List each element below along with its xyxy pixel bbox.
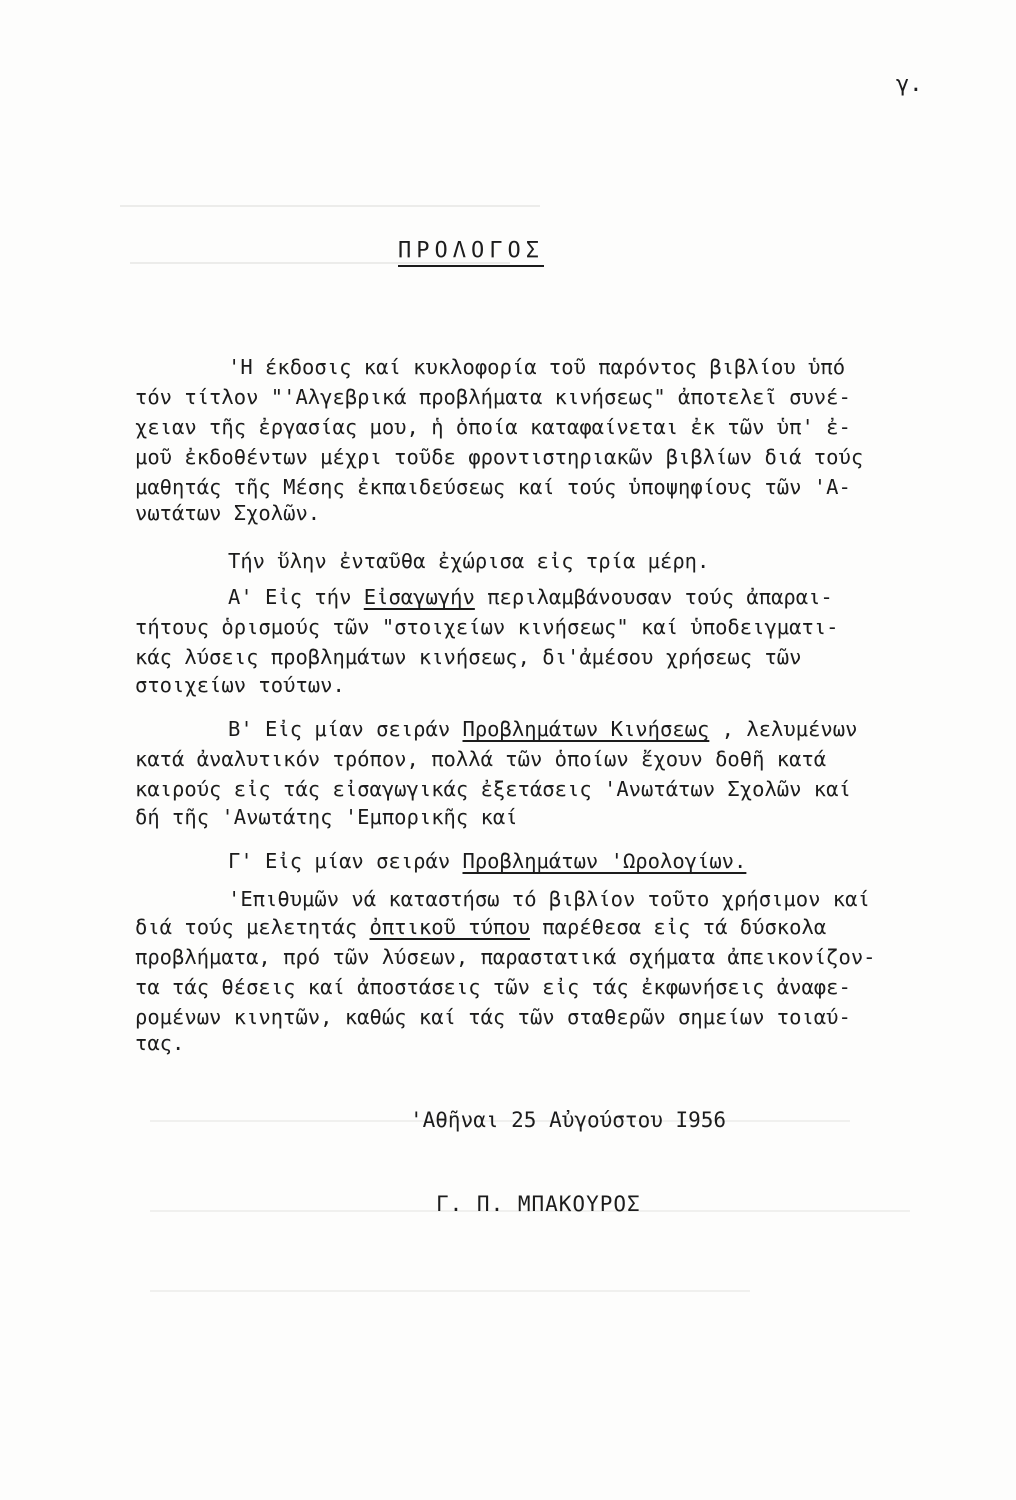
text-line: [135, 614, 839, 640]
text-segment: τόν τίτλον "'Αλγεβρικά προβλήματα κινήσεως" ἀποτελεῖ συνέ-: [135, 385, 851, 409]
text-segment: κατά ἀναλυτικόν τρόπον, πολλά τῶν ὁποίων ἔχουν δοθῆ κατά: [135, 747, 827, 771]
text-line: [135, 474, 851, 500]
text-line: [135, 776, 851, 802]
text-line: [135, 804, 518, 830]
page-number: γ.: [896, 72, 923, 97]
text-segment: μοῦ ἐκδοθέντων μέχρι τοῦδε φροντιστηριακῶν βιβλίων διά τούς: [135, 445, 864, 469]
text-segment: προβλήματα, πρό τῶν λύσεων, παραστατικά σχήματα ἀπεικονίζον-: [135, 945, 876, 969]
text-segment: τας.: [135, 1031, 185, 1055]
text-line: [135, 444, 863, 470]
text-line: [228, 548, 709, 574]
text-line: [135, 944, 876, 970]
underlined-term: Εἰσαγωγήν: [363, 585, 475, 609]
text-line: [135, 1004, 851, 1030]
text-line: [135, 1030, 184, 1056]
text-segment: Γ' Εἰς μίαν σειράν: [228, 849, 463, 873]
text-segment: περιλαμβάνουσαν τούς ἀπαραι-: [474, 585, 833, 609]
text-segment: στοιχείων τούτων.: [135, 673, 345, 697]
text-segment: καιρούς εἰς τάς εἰσαγωγικάς ἐξετάσεις 'Ανωτάτων Σχολῶν καί: [135, 777, 851, 801]
text-segment: παρέθεσα εἰς τά δύσκολα: [529, 915, 827, 939]
bleed-through-mark: [120, 205, 540, 207]
text-line: [135, 644, 801, 670]
text-line: [228, 848, 746, 874]
page-title: ΠΡΟΛΟΓΟΣ: [398, 238, 544, 267]
text-segment: τα τάς θέσεις καί ἀποστάσεις τῶν εἰς τάς ἐκφωνήσεις ἀναφε-: [135, 975, 851, 999]
text-segment: νωτάτων Σχολῶν.: [135, 501, 321, 525]
text-segment: , λελυμένων: [709, 717, 858, 741]
text-line: [135, 500, 320, 526]
text-segment: 'Επιθυμῶν νά καταστήσω τό βιβλίον τοῦτο χρήσιμον καί: [228, 887, 870, 911]
text-line: [135, 672, 345, 698]
text-line: [228, 716, 857, 742]
underlined-term: ὀπτικοῦ τύπου: [369, 915, 530, 939]
text-segment: δή τῆς 'Ανωτάτης 'Εμπορικῆς καί: [135, 805, 518, 829]
text-line: [135, 914, 826, 940]
author-signature: Γ. Π. ΜΠΑΚΟΥΡΟΣ: [436, 1192, 641, 1216]
text-segment: μαθητάς τῆς Μέσης ἐκπαιδεύσεως καί τούς ὑποψηφίους τῶν 'Α-: [135, 475, 851, 499]
text-line: [228, 584, 833, 610]
text-segment: 'Η έκδοσις καί κυκλοφορία τοῦ παρόντος βιβλίου ὑπό: [228, 355, 846, 379]
underlined-term: Προβλημάτων 'Ωρολογίων.: [462, 849, 747, 873]
place-and-date: 'Αθῆναι 25 Αὐγούστου Ι956: [410, 1108, 727, 1132]
text-line: [135, 414, 851, 440]
text-line: [135, 974, 851, 1000]
text-segment: τήτους ὁρισμούς τῶν "στοιχείων κινήσεως" καί ὑποδειγματι-: [135, 615, 839, 639]
text-segment: Β' Εἰς μίαν σειράν: [228, 717, 463, 741]
text-line: [228, 354, 845, 380]
text-segment: Τήν ὕλην ἐνταῦθα ἐχώρισα εἰς τρία μέρη.: [228, 549, 710, 573]
text-segment: ρομένων κινητῶν, καθώς καί τάς τῶν σταθερῶν σημείων τοιαύ-: [135, 1005, 851, 1029]
text-segment: Α' Εἰς τήν: [228, 585, 364, 609]
text-segment: κάς λύσεις προβλημάτων κινήσεως, δι'ἀμέσου χρήσεως τῶν: [135, 645, 802, 669]
bleed-through-mark: [150, 1290, 750, 1292]
text-segment: διά τούς μελετητάς: [135, 915, 370, 939]
text-line: [135, 384, 851, 410]
text-line: [228, 886, 870, 912]
text-segment: χειαν τῆς ἐργασίας μου, ἡ ὁποία καταφαίνεται ἐκ τῶν ὑπ' ἐ-: [135, 415, 851, 439]
text-line: [135, 746, 826, 772]
underlined-term: Προβλημάτων Κινήσεως: [462, 717, 710, 741]
